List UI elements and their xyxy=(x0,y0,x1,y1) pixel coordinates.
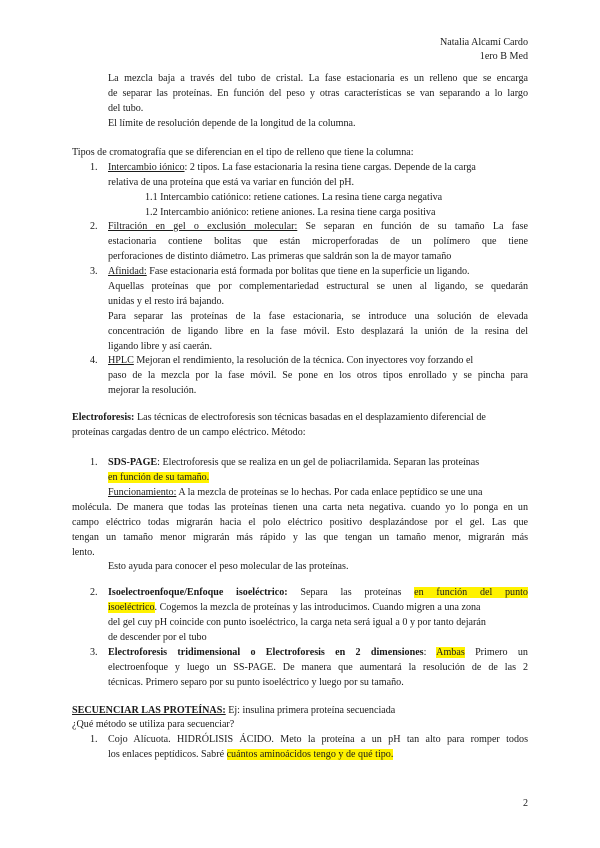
sds-func-text: A la mezcla de proteínas se lo hechas. Por cada enlace peptídico se une una xyxy=(176,487,483,498)
intro-line-1: La mezcla baja a través del tubo de cristal. La fase estacionaria es un relleno que se encarga xyxy=(108,73,528,84)
item-2-number: 2. xyxy=(90,221,98,232)
seq-title: SECUENCIAR LAS PROTEÍNAS: xyxy=(72,705,226,716)
sds-func-line-3: campo eléctrico todas migrarán hacia el polo eléctrico positivo desplazándose por el gel. Las que xyxy=(72,517,528,528)
item-3-number: 3. xyxy=(90,266,98,277)
seq-rest: Ej: insulina primera proteína secuenciada xyxy=(225,705,396,716)
item-1-line-1 xyxy=(108,161,476,174)
item-4-text: Mejoran el rendimiento, la resolución de la técnica. Con inyectores voy forzando el xyxy=(133,355,474,366)
tri-line-2: electroenfoque y luego un SS-PAGE. De manera que aumentará la resolución de de las 2 xyxy=(108,662,528,673)
electro-text: Las técnicas de electroforesis son técnicas basadas en el desplazamiento diferencial de xyxy=(134,412,486,423)
item-3-title: Afinidad: xyxy=(108,266,147,277)
iso-line-4: de descender por el tubo xyxy=(108,632,207,643)
iso-line-3: del gel cuy pH coincide con punto isoeléctrico, la carga neta será igual a 0 y por tanto dejarán xyxy=(108,617,486,628)
iso-highlight-2: isoeléctrico xyxy=(108,602,155,613)
header-course: 1ero B Med xyxy=(479,51,528,62)
seq-line-3 xyxy=(108,748,393,761)
iso-text-a: Separa las proteínas xyxy=(287,587,415,598)
types-intro: Tipos de cromatografía que se diferencian en el tipo de relleno que tiene la columna: xyxy=(72,147,414,158)
sds-func-line-4: tengan un tamaño menor migrarán más rápido y las que tengan un tamaño menor, migrarán más xyxy=(72,532,528,543)
iso-line-2 xyxy=(108,601,481,614)
tri-line-1 xyxy=(108,646,528,659)
tri-text: Primero un xyxy=(464,647,528,658)
seq-number: 1. xyxy=(90,734,98,745)
iso-highlight-1: en función del punto xyxy=(414,587,528,598)
sds-line-1 xyxy=(108,456,479,469)
item-3-text: Fase estacionaria está formada por bolitas que tiene en la superficie un ligando. xyxy=(146,266,470,277)
item-4-line-3: mejorar la resolución. xyxy=(108,385,197,396)
item-3-line-1 xyxy=(108,265,470,278)
tri-title: Electroforesis tridimensional o Electroforesis en 2 dimensiones xyxy=(108,647,424,658)
iso-number: 2. xyxy=(90,587,98,598)
sds-func-line-6: Esto ayuda para conocer el peso molecular de las proteínas. xyxy=(108,561,349,572)
sds-title: SDS-PAGE xyxy=(108,457,158,468)
tri-sep: : xyxy=(423,647,437,658)
item-3-line-6: ligando libre y así caerán. xyxy=(108,341,212,352)
item-2-line-2: estacionaria contiene bolitas que están microperforadas de un polímero que tiene xyxy=(108,236,528,247)
electro-line-2: proteínas cargadas dentro de un campo eléctrico. Método: xyxy=(72,427,306,438)
iso-text-b: . Cogemos la mezcla de proteínas y las introducimos. Cuando migren a una zona xyxy=(154,602,481,613)
seq-text: los enlaces peptídicos. Sabré xyxy=(108,749,227,760)
item-4-number: 4. xyxy=(90,355,98,366)
page-number: 2 xyxy=(522,798,528,809)
seq-question: ¿Qué método se utiliza para secuenciar? xyxy=(72,719,235,730)
electro-title: Electroforesis: xyxy=(72,412,135,423)
item-4-line-1 xyxy=(108,354,473,367)
intro-line-4: El límite de resolución depende de la longitud de la columna. xyxy=(108,118,356,129)
sds-number: 1. xyxy=(90,457,98,468)
intro-line-3: del tubo. xyxy=(108,103,144,114)
item-1-sub-2: 1.2 Intercambio aniónico: retiene aniones. La resina tiene carga positiva xyxy=(145,207,436,218)
item-1-line-2: relativa de una proteína que está va variar en función del pH. xyxy=(108,177,355,188)
sds-func-line-5: lento. xyxy=(72,547,95,558)
item-3-line-3: unidas y el resto irá bajando. xyxy=(108,296,225,307)
sds-highlight: en función de su tamaño. xyxy=(108,472,210,483)
item-3-line-2: Aquellas proteínas que por complementariedad estructural se unen al ligando, se quedarán xyxy=(108,281,528,292)
tri-highlight: Ambas xyxy=(436,647,465,658)
item-4-line-2: paso de la mezcla por la fase móvil. Se pone en los otros tipos enrollado y se pincha para xyxy=(108,370,528,381)
item-1-title: Intercambio iónico xyxy=(108,162,185,173)
tri-line-3: técnicas. Primero separo por su punto isoeléctrico y luego por su tamaño. xyxy=(108,677,404,688)
header-author: Natalia Alcamí Cardo xyxy=(439,37,528,48)
sds-text: : Electroforesis que se realiza en un gel de poliacrilamida. Separan las proteínas xyxy=(157,457,480,468)
sds-func-title: Funcionamiento: xyxy=(108,487,177,498)
item-1-text: : 2 tipos. La fase estacionaria la resina tiene cargas. Depende de la carga xyxy=(184,162,476,173)
item-2-text: Se separan en función de su tamaño La fase xyxy=(297,221,528,232)
electro-line-1 xyxy=(72,411,486,424)
iso-title: Isoelectroenfoque/Enfoque isoeléctrico: xyxy=(108,587,288,598)
item-2-line-1 xyxy=(108,220,528,233)
item-3-line-5: concentración de ligando libre en la fase móvil. Esto desplazará la unión de la resina del xyxy=(108,326,528,337)
item-1-sub-1: 1.1 Intercambio catiónico: retiene cationes. La resina tiene carga negativa xyxy=(145,192,443,203)
seq-highlight: cuántos aminoácidos tengo y de qué tipo. xyxy=(226,749,394,760)
item-4-title: HPLC xyxy=(108,355,134,366)
intro-line-2: de separar las proteínas. En función del peso y otras características se van separando a lo largo xyxy=(108,88,528,99)
tri-number: 3. xyxy=(90,647,98,658)
seq-line-2: Cojo Alícuota. HIDRÓLISIS ÁCIDO. Meto la proteína a un pH tan alto para romper todos xyxy=(108,734,528,745)
item-2-title: Filtración en gel o exclusión molecular: xyxy=(108,221,298,232)
sds-line-2 xyxy=(108,471,209,484)
seq-line-1 xyxy=(72,704,395,717)
sds-func-line-1 xyxy=(108,486,482,499)
item-2-line-3: perforaciones de distinto diámetro. Las primeras que saldrán son la de mayor tamaño xyxy=(108,251,452,262)
sds-func-line-2: molécula. De manera que todas las proteínas tienen una carta neta negativa. cuando yo lo ponga en un xyxy=(72,502,528,513)
item-3-line-4: Para separar las proteínas de la fase estacionaria, se introduce una solución de elevada xyxy=(108,311,528,322)
item-1-number: 1. xyxy=(90,162,98,173)
iso-line-1 xyxy=(108,586,528,599)
